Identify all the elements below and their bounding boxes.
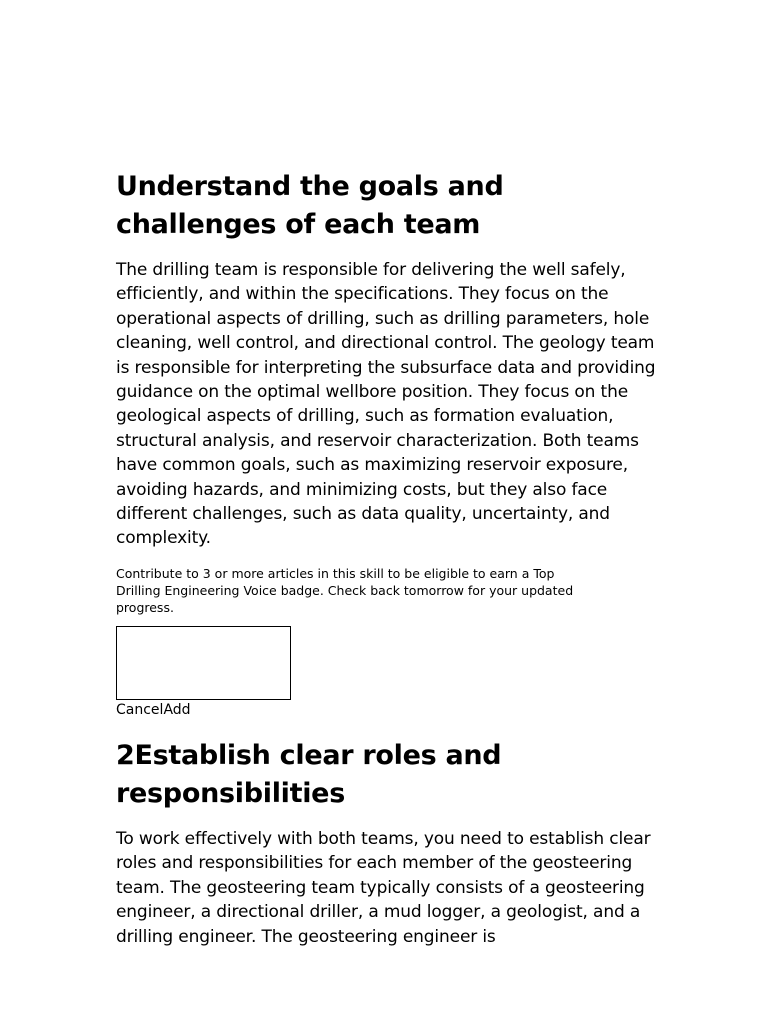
- section-body-text: To work effectively with both teams, you need to establish clear roles and responsibilities for each member of the geosteering team. The geosteering team typically consists of a geosteering engineer, a directional driller, a mud logger, a geologist, and a drilling engineer. The geosteering engineer is: [116, 828, 651, 947]
- section-body-text: The drilling team is responsible for delivering the well safely, efficiently, and within the specifications. They focus on the operational aspects of drilling, such as drilling parameters, hole cleaning, well control, and directional control. The geology team is responsible for interpreting the subsurface data and providing guidance on the optimal wellbore position. They focus on the geological aspects of drilling, such as formation evaluation, structural analysis, and reservoir characterization. Both teams have common goals, such as maximizing reservoir exposure, avoiding hazards, and minimizing costs, but they also face different challenges, such as data quality, uncertainty, and complexity.: [116, 260, 656, 549]
- contribute-note: Contribute to 3 or more articles in this skill to be eligible to earn a Top Drilling Engineering Voice badge. Check back tomorrow for your updated progress.: [116, 565, 574, 615]
- contribution-input[interactable]: [116, 626, 291, 700]
- section-goals-challenges: [116, 168, 668, 719]
- contribution-actions: [116, 702, 668, 719]
- add-button[interactable]: Add: [163, 701, 191, 718]
- section-heading: 2Establish clear roles and responsibilities: [116, 739, 502, 809]
- cancel-button[interactable]: Cancel: [116, 701, 164, 718]
- article-content: [116, 168, 668, 949]
- section-heading: Understand the goals and challenges of each team: [116, 171, 504, 240]
- section-roles-responsibilities: [116, 737, 668, 949]
